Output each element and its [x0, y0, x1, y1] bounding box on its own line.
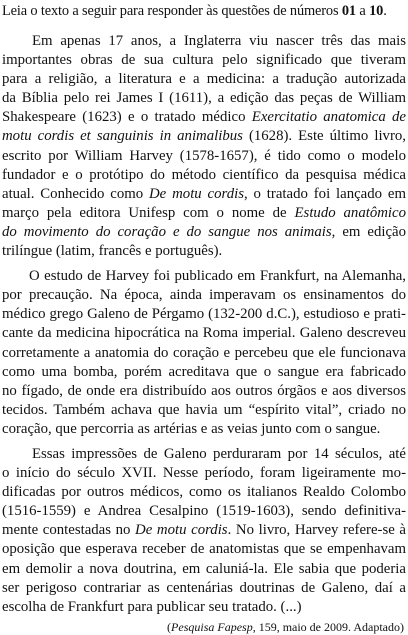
- italic-title-run: De motu cordis: [135, 522, 228, 539]
- text-run: coração, que percorria as artérias e as veias junto com o sangue.: [2, 420, 381, 437]
- source-open: (: [167, 619, 172, 634]
- text-line: [2, 305, 406, 324]
- text-run: Em apenas 17 anos, a Inglaterra viu nascer três das mais: [32, 33, 406, 49]
- text-line: [2, 267, 406, 286]
- text-line: [2, 147, 406, 166]
- text-run: Shakespeare (1623) e o tratado médico: [2, 109, 252, 126]
- text-run: . No livro, Harvey refere-se à: [227, 522, 406, 539]
- italic-title-run: Estudo anatômico: [294, 204, 406, 221]
- text-run: atual. Conhecido como: [2, 185, 149, 202]
- text-line: [2, 420, 406, 439]
- instruction-connector: a: [355, 3, 370, 19]
- text-run: tecidos. Também achava que havia um “espírito vital”, criado no: [2, 401, 406, 418]
- text-line: [2, 286, 406, 305]
- text-run: cante da medicina hipocrática na Roma imperial. Galeno descreveu: [2, 325, 406, 342]
- text-line: [2, 502, 406, 521]
- text-line: [2, 521, 406, 540]
- source-citation: [2, 619, 404, 635]
- instruction-prefix: Leia o texto a seguir para responder às questões de números: [2, 3, 342, 19]
- article-text: [2, 32, 406, 617]
- text-line: [2, 483, 406, 502]
- text-run: trilíngue (latim, francês e português).: [2, 243, 223, 260]
- text-run: O estudo de Harvey foi publicado em Frankfurt, na Alemanha,: [29, 268, 406, 285]
- text-run: (1628). Este último livro,: [242, 128, 406, 145]
- text-line: [2, 344, 406, 363]
- text-line: [2, 324, 406, 343]
- paragraph-1: [2, 32, 406, 261]
- text-line: [2, 51, 406, 70]
- instruction-suffix: .: [383, 3, 387, 19]
- paragraph-3: [2, 445, 406, 617]
- text-run: em demolir a nova doutrina, em caluniá-la. Ele sabia que poderia: [2, 560, 406, 577]
- source-title: Pesquisa Fapesp: [171, 619, 253, 634]
- italic-title-run: De motu cordis: [149, 185, 244, 202]
- italic-title-run: motu cordis et sanguinis in animalibus: [2, 128, 243, 145]
- text-line: [2, 166, 406, 185]
- text-line: [2, 185, 406, 204]
- italic-title-run: Exercitatio anatomica de: [251, 109, 406, 126]
- text-run: o início do século XVII. Nesse período, foram ligeiramente mo-: [2, 465, 406, 482]
- text-run: da Bíblia pelo rei James I (1611), a edição das peças de William: [2, 90, 406, 107]
- text-line: [2, 579, 406, 598]
- text-run: Essas impressões de Galeno perduraram por 14 séculos, até: [32, 445, 406, 462]
- text-run: fundador e o protótipo do método científico da pesquisa médica: [2, 166, 406, 183]
- text-run: dificadas por outros médicos, como os italianos Realdo Colombo: [2, 484, 406, 501]
- text-run: no fígado, de onde era distribuído aos outros órgãos e aos diversos: [2, 382, 406, 399]
- text-run: oposição que esperava receber de anatomistas que se empenhavam: [2, 541, 406, 558]
- text-run: corretamente a anatomia do coração e percebeu que ele funcionava: [2, 344, 406, 361]
- instruction-line: [2, 2, 406, 20]
- text-line: [2, 108, 406, 127]
- text-line: [2, 445, 406, 464]
- text-run: ser perigoso contrariar as centenárias doutrinas de Galeno, daí a: [2, 579, 406, 596]
- text-line: [2, 598, 406, 617]
- text-run: por precaução. Na época, ainda imperavam os ensinamentos do: [2, 287, 406, 304]
- text-line: [2, 540, 406, 559]
- source-rest: , 159, maio de 2009. Adaptado): [252, 619, 404, 634]
- text-line: [2, 127, 406, 146]
- text-line: [2, 560, 406, 579]
- text-run: março pela editora Unifesp com o nome de: [2, 204, 295, 221]
- paragraph-2: [2, 267, 406, 439]
- text-run: para a religião, a literatura e a medicina: a tradução autorizada: [2, 71, 406, 88]
- instruction-number-end: 10: [369, 3, 384, 19]
- text-line: [2, 363, 406, 382]
- text-line: [2, 401, 406, 420]
- text-line: [2, 32, 406, 51]
- text-run: escrito por William Harvey (1578-1657), é tido como o modelo: [2, 147, 406, 164]
- text-run: , em edição: [331, 223, 406, 240]
- instruction-number-start: 01: [341, 3, 356, 19]
- text-run: médico grego Galeno de Pérgamo (132-200 d.C.), estudioso e prati-: [2, 306, 406, 323]
- text-run: escolha de Frankfurt para publicar seu tratado. (...): [2, 598, 302, 615]
- text-run: como uma bomba, porém acreditava que o sangue era fabricado: [2, 363, 406, 380]
- text-line: [2, 223, 406, 242]
- text-run: (1516-1559) e Andrea Cesalpino (1519-1603), sendo definitiva-: [2, 503, 406, 520]
- text-run: , o tratado foi lançado em: [244, 185, 406, 202]
- text-line: [2, 204, 406, 223]
- text-line: [2, 242, 406, 261]
- text-line: [2, 382, 406, 401]
- text-line: [2, 70, 406, 89]
- text-run: importantes obras de sua cultura pelo significado que tiveram: [2, 52, 406, 69]
- text-line: [2, 89, 406, 108]
- italic-title-run: do movimento do coração e do sangue nos animais: [2, 223, 332, 240]
- text-run: mente contestadas no: [2, 522, 136, 539]
- text-line: [2, 464, 406, 483]
